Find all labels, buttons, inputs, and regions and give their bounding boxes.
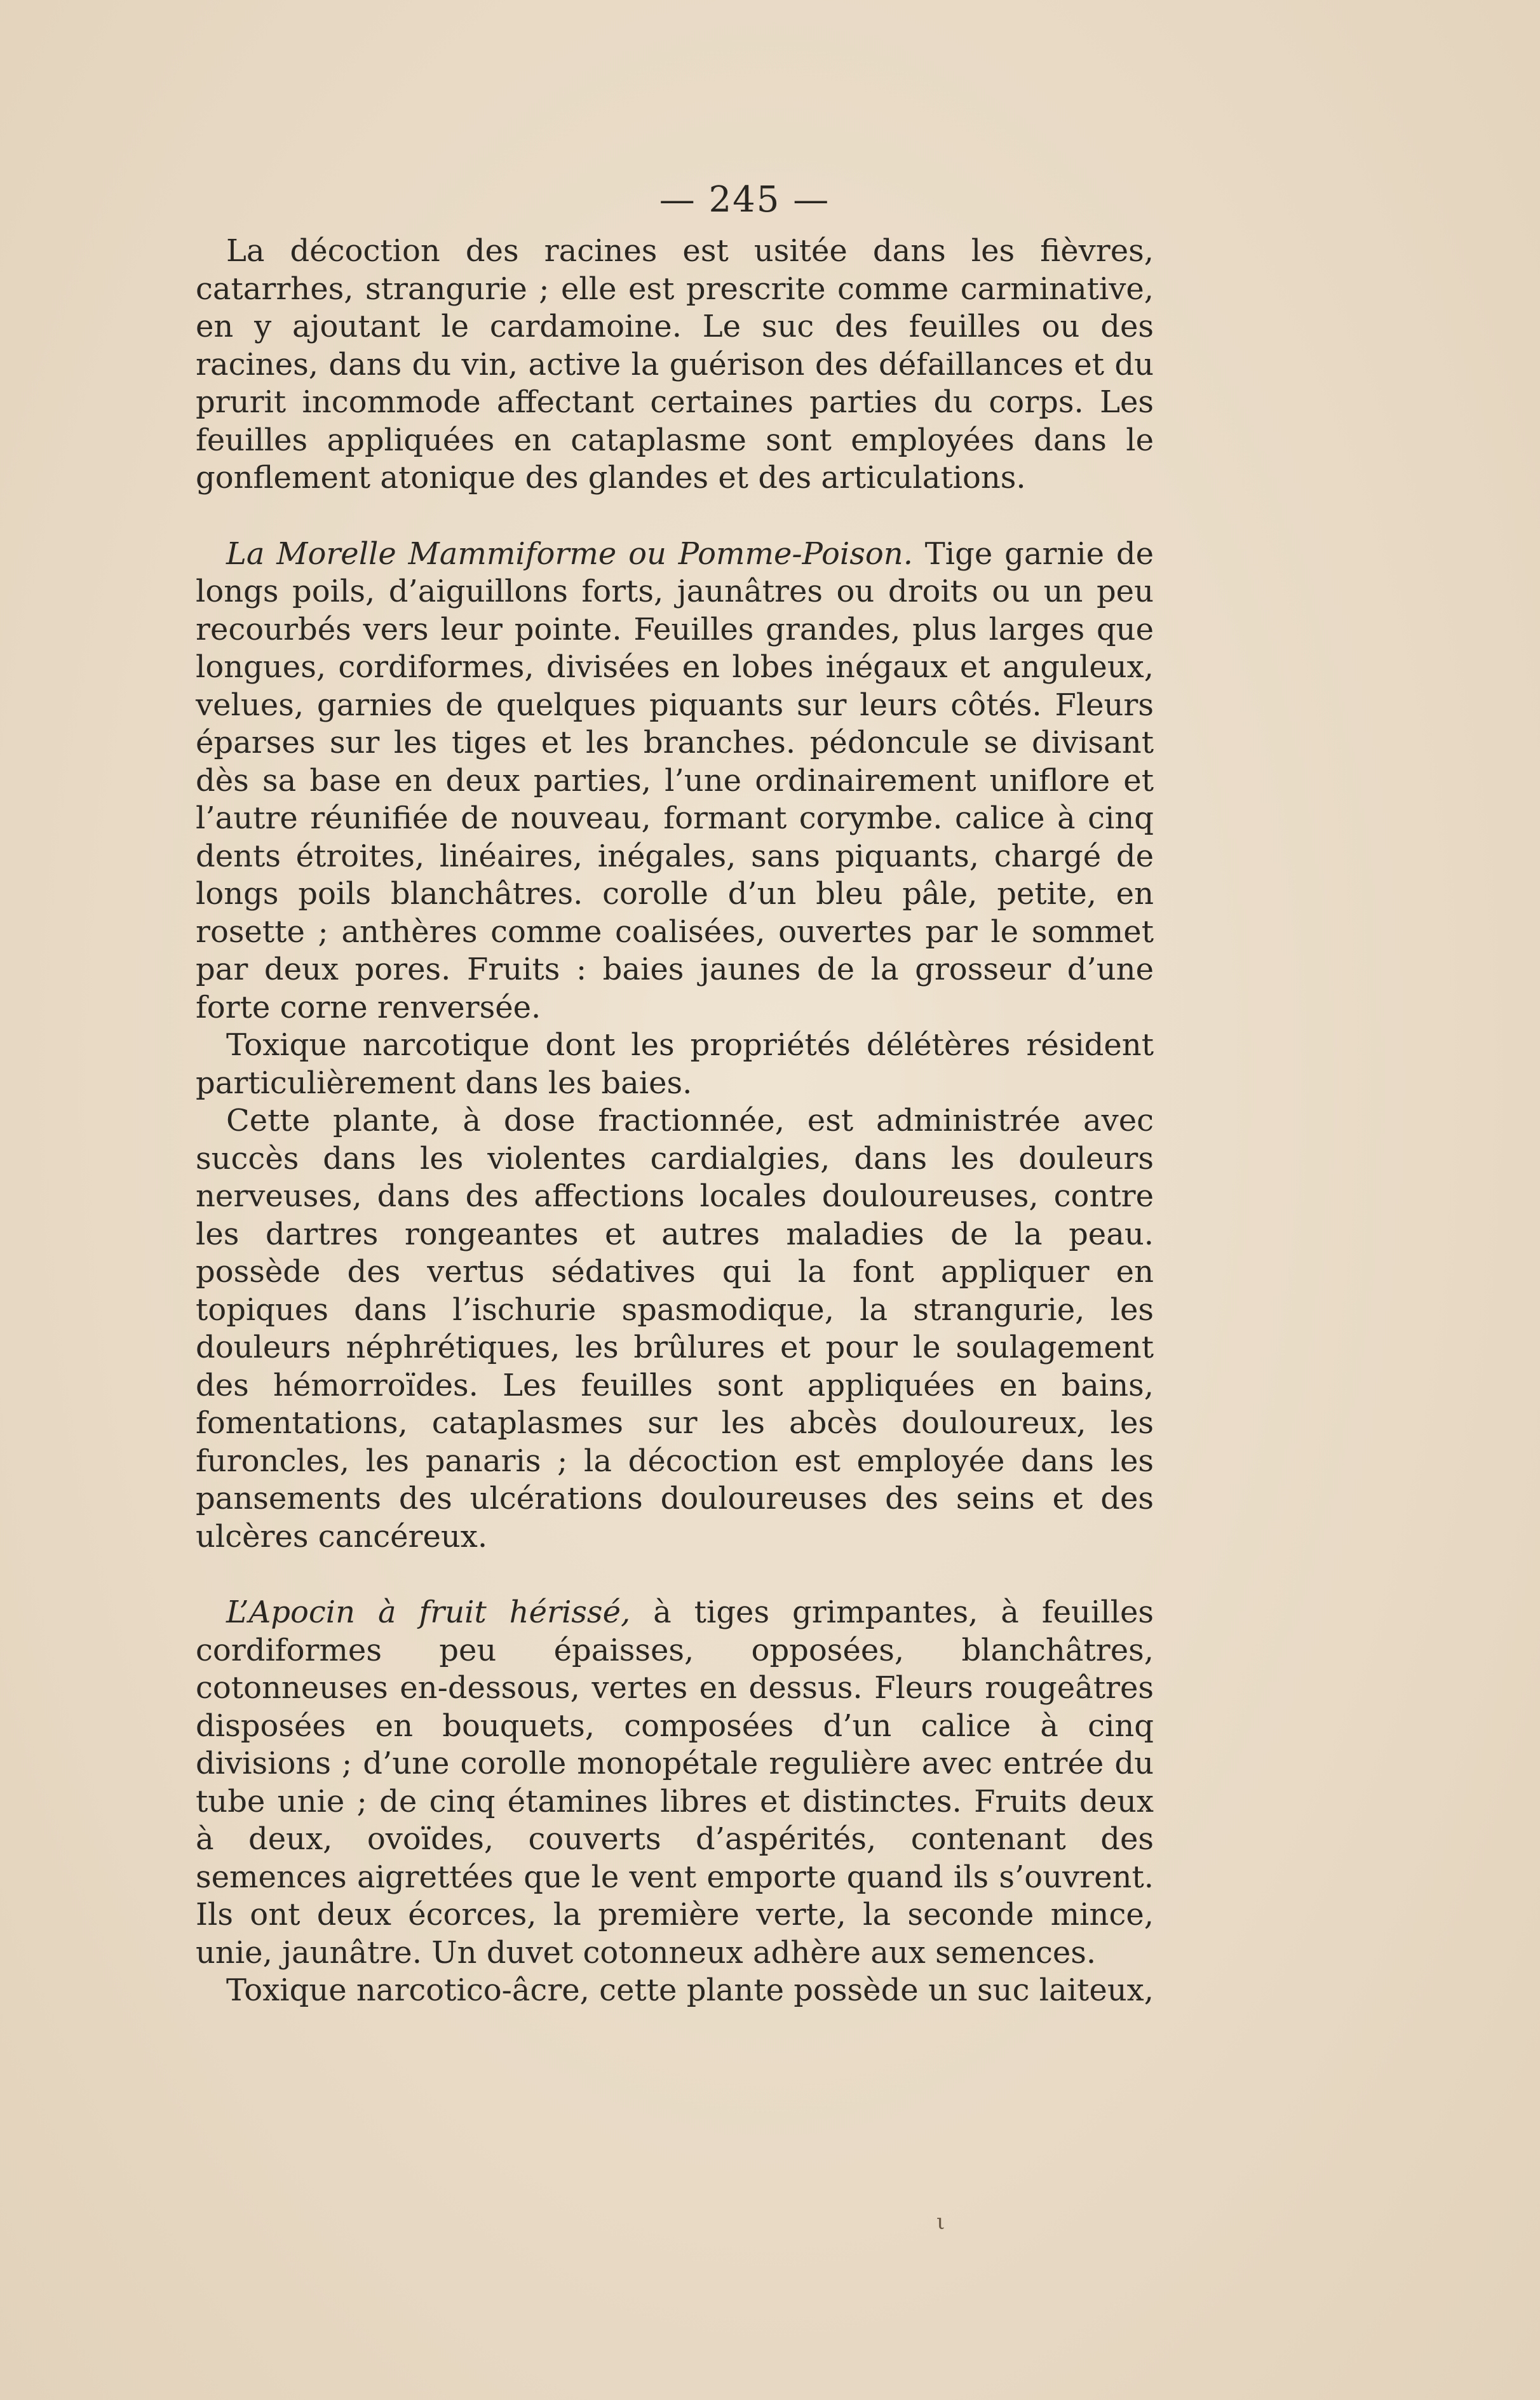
paragraph-text: Toxique narcotique dont les propriétés délétères résident particulièrement dans les baies. [196,1027,1154,1101]
paragraph-morelle [196,536,1154,1027]
paragraph-text: Tige garnie de longs poils, d’aiguillons forts, jaunâtres ou droits ou un peu recourbés vers leur pointe. Feuilles grandes, plus larges que longues, cordiformes, divisées en lobes inégaux et anguleux, velues, garnies de quelques piquants sur leurs côtés. Fleurs éparses sur les tiges et les branches. pédoncule se divisant dès sa base en deux parties, l’une ordinairement uniflore et l’autre réunifiée de nouveau, formant corymbe. calice à cinq dents étroites, linéaires, inégales, sans piquants, chargé de longs poils blanchâtres. corolle d’un bleu pâle, petite, en rosette ; anthères comme coalisées, ouvertes par le sommet par deux pores. Fruits : baies jaunes de la grosseur d’une forte corne renversée. [196,536,1154,1025]
paragraph-text: Cette plante, à dose fractionnée, est administrée avec succès dans les violentes cardialgies, dans les douleurs nerveuses, dans des affections locales douloureuses, contre les dartres rongeantes et autres maladies de la peau. possède des vertus sédatives qui la font appliquer en topiques dans l’ischurie spasmodique, la strangurie, les douleurs néphrétiques, les brûlures et pour le soulagement des hémorroïdes. Les feuilles sont appliquées en bains, fomentations, cataplasmes sur les abcès douloureux, les furoncles, les panaris ; la décoction est employée dans les pansements des ulcérations douloureuses des seins et des ulcères cancéreux. [196,1103,1154,1554]
body-text [196,233,1154,2010]
paragraph-text: à tiges grimpantes, à feuilles cordiformes peu épaisses, opposées, blanchâtres, cotonneuses en-dessous, vertes en dessus. Fleurs rougeâtres disposées en bouquets, composées d’un calice à cinq divisions ; d’une corolle monopétale regulière avec entrée du tube unie ; de cinq étamines libres et distinctes. Fruits deux à deux, ovoïdes, couverts d’aspérités, contenant des semences aigrettées que le vent emporte quand ils s’ouvrent. Ils ont deux écorces, la première verte, la seconde mince, unie, jaunâtre. Un duvet cotonneux adhère aux semences. [196,1594,1154,1971]
paragraph-toxique-narcotique [196,1027,1154,1102]
paragraph-toxique-acre [196,1972,1154,2010]
section-gap [196,497,1154,536]
plant-name-apocin: L’Apocin à fruit hérissé, [226,1594,631,1630]
paragraph-apocin [196,1594,1154,1972]
page-number: — 245 — [659,179,830,220]
section-gap [196,1556,1154,1594]
page-speck: ι [936,2209,945,2235]
paragraph-text: Toxique narcotico-âcre, cette plante possède un suc laiteux, [226,1972,1154,2008]
paragraph-usage [196,1102,1154,1556]
plant-name-morelle: La Morelle Mammiforme ou Pomme-Poison. [226,536,913,572]
paragraph-decoction [196,233,1154,497]
paragraph-text: La décoction des racines est usitée dans les fièvres, catarrhes, strangurie ; elle est prescrite comme carminative, en y ajoutant le cardamoine. Le suc des feuilles ou des racines, dans du vin, active la guérison des défaillances et du prurit incommode affectant certaines parties du corps. Les feuilles appliquées en cataplasme sont employées dans le gonflement atonique des glandes et des articulations. [196,233,1154,496]
